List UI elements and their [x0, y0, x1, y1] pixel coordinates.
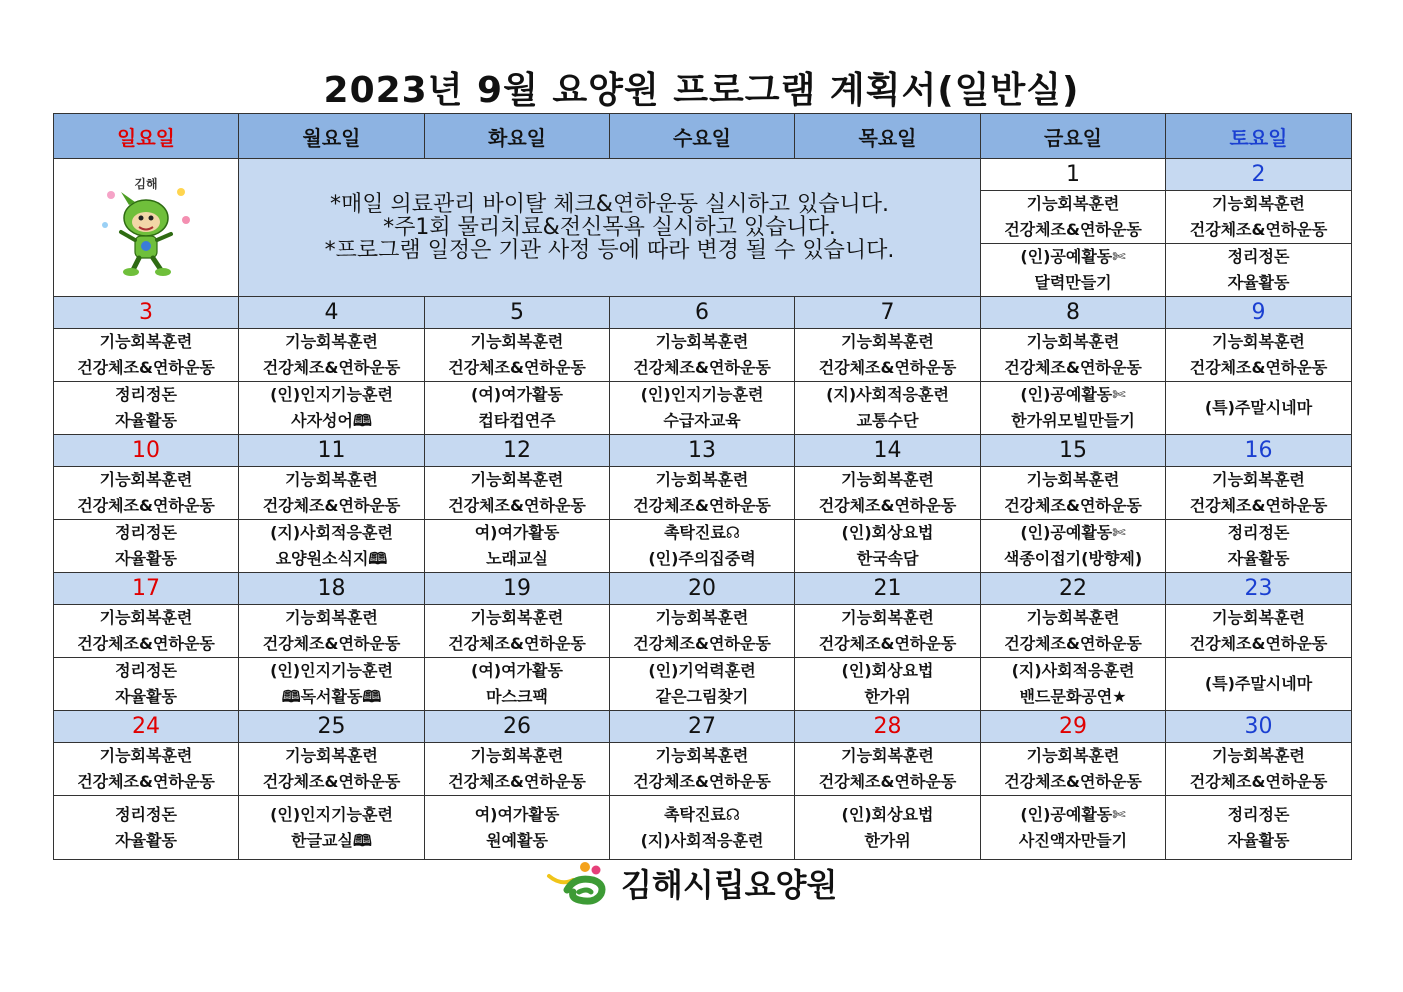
page-title: 2023년 9월 요양원 프로그램 계획서(일반실)	[323, 70, 1080, 111]
program-line: 자율활동	[115, 687, 177, 706]
notes-cell	[239, 159, 981, 297]
program-cell	[425, 520, 610, 573]
activity-cell	[981, 743, 1166, 796]
program-line: 자율활동	[115, 830, 177, 850]
activity-line: 기능회복훈련	[470, 470, 564, 489]
activity-cell	[1166, 743, 1352, 796]
activity-line: 기능회복훈련	[285, 470, 378, 489]
activity-line: 건강체조&연하운동	[1189, 772, 1328, 791]
date-number: 7	[795, 297, 981, 329]
date-row	[54, 711, 1352, 743]
activity-line: 건강체조&연하운동	[818, 772, 957, 791]
activity-line: 기능회복훈련	[285, 746, 378, 765]
activity-cell	[610, 743, 795, 796]
note-line: *프로그램 일정은 기관 사정 등에 따라 변경 될 수 있습니다.	[324, 238, 895, 263]
program-cell	[981, 244, 1166, 297]
program-cell	[1166, 520, 1352, 573]
program-line: 정리정돈	[115, 385, 177, 404]
weekday-thursday: 목요일	[795, 114, 981, 159]
program-cell	[54, 520, 239, 573]
activity-cell	[54, 605, 239, 658]
program-cell	[54, 796, 239, 860]
activity-cell	[1166, 467, 1352, 520]
activity-cell	[239, 329, 425, 382]
activity-cell	[795, 743, 981, 796]
program-line: 여)여가활동	[474, 804, 560, 824]
program-cell	[795, 796, 981, 860]
date-number: 25	[239, 711, 425, 743]
activity-cell	[795, 329, 981, 382]
program-line: 자율활동	[115, 411, 177, 430]
activity-cell	[610, 605, 795, 658]
program-line: (특)주말시네마	[1204, 674, 1313, 693]
activity-row	[54, 329, 1352, 382]
activity-line: 기능회복훈련	[1026, 194, 1120, 213]
activity-line: 건강체조&연하운동	[1004, 358, 1142, 377]
program-cell	[610, 382, 795, 435]
date-number: 27	[610, 711, 795, 743]
activity-line: 기능회복훈련	[1212, 332, 1305, 351]
program-line: (여)여가활동	[471, 661, 563, 680]
date-number: 19	[425, 573, 610, 605]
program-calendar	[53, 113, 1352, 860]
date-number: 29	[981, 711, 1166, 743]
activity-cell	[1166, 329, 1352, 382]
mascot-icon	[91, 170, 201, 280]
activity-cell	[54, 743, 239, 796]
date-row	[54, 297, 1352, 329]
program-cell	[425, 658, 610, 711]
program-line: 한가위	[864, 687, 911, 706]
program-cell	[610, 658, 795, 711]
date-number: 12	[425, 435, 610, 467]
program-line: 한글교실🕮	[291, 830, 372, 850]
program-cell	[425, 796, 610, 860]
activity-line: 건강체조&연하운동	[262, 772, 401, 791]
activity-line: 기능회복훈련	[470, 332, 564, 351]
program-line: (지)사회적응훈련	[270, 523, 393, 542]
program-line: 사진액자만들기	[1018, 830, 1128, 850]
program-cell	[54, 658, 239, 711]
program-cell	[54, 382, 239, 435]
program-line: 한가위모빌만들기	[1011, 411, 1135, 430]
activity-line: 건강체조&연하운동	[77, 634, 215, 653]
date-number: 2	[1166, 159, 1352, 191]
program-line: 한국속담	[856, 549, 919, 568]
program-line: (인)회상요법	[841, 523, 934, 542]
program-cell	[981, 520, 1166, 573]
program-cell	[981, 796, 1166, 860]
activity-line: 기능회복훈련	[841, 332, 934, 351]
activity-line: 건강체조&연하운동	[633, 496, 771, 515]
activity-line: 기능회복훈련	[1026, 608, 1120, 627]
program-line: 마스크팩	[486, 687, 548, 706]
program-line: (인)인지기능훈련	[270, 804, 393, 824]
activity-line: 건강체조&연하운동	[818, 496, 957, 515]
activity-line: 건강체조&연하운동	[77, 496, 215, 515]
program-line: (인)인지기능훈련	[270, 661, 393, 680]
activity-line: 건강체조&연하운동	[1004, 772, 1142, 791]
program-line: 한가위	[864, 830, 911, 850]
date-number: 26	[425, 711, 610, 743]
program-cell	[1166, 658, 1352, 711]
activity-line: 건강체조&연하운동	[1189, 496, 1328, 515]
activity-line: 건강체조&연하운동	[633, 358, 771, 377]
activity-cell	[425, 605, 610, 658]
activity-line: 기능회복훈련	[470, 608, 564, 627]
program-line: (인)회상요법	[841, 661, 934, 680]
activity-line: 기능회복훈련	[655, 746, 749, 765]
activity-cell	[425, 467, 610, 520]
note-line: *매일 의료관리 바이탈 체크&연하운동 실시하고 있습니다.	[330, 192, 889, 217]
program-line: 원예활동	[486, 830, 548, 850]
activity-cell	[239, 743, 425, 796]
activity-cell	[795, 467, 981, 520]
date-number: 22	[981, 573, 1166, 605]
activity-line: 건강체조&연하운동	[448, 358, 586, 377]
date-number: 3	[54, 297, 239, 329]
activity-line: 기능회복훈련	[99, 470, 193, 489]
program-line: 요양원소식지🕮	[275, 549, 388, 568]
program-line: (인)기억력훈련	[648, 661, 756, 680]
activity-line: 기능회복훈련	[99, 746, 193, 765]
program-cell	[795, 382, 981, 435]
program-line: 정리정돈	[115, 523, 177, 542]
activity-line: 기능회복훈련	[285, 332, 378, 351]
activity-line: 기능회복훈련	[1026, 470, 1120, 489]
activity-cell	[610, 467, 795, 520]
mascot-cell	[54, 159, 239, 297]
activity-line: 기능회복훈련	[1212, 608, 1305, 627]
activity-line: 건강체조&연하운동	[818, 634, 957, 653]
activity-line: 기능회복훈련	[655, 332, 749, 351]
program-line: 🕮독서활동🕮	[281, 687, 382, 706]
program-line: (인)인지기능훈련	[640, 385, 764, 404]
activity-line: 기능회복훈련	[1212, 194, 1305, 213]
date-number: 28	[795, 711, 981, 743]
activity-cell	[54, 329, 239, 382]
activity-line: 건강체조&연하운동	[1189, 358, 1328, 377]
date-number: 15	[981, 435, 1166, 467]
activity-cell	[981, 191, 1166, 244]
program-cell	[981, 382, 1166, 435]
program-line: (인)공예활동✄	[1020, 804, 1126, 824]
program-cell	[239, 520, 425, 573]
activity-line: 건강체조&연하운동	[448, 496, 586, 515]
activity-line: 기능회복훈련	[841, 470, 934, 489]
program-line: (인)회상요법	[841, 804, 934, 824]
weekday-saturday: 토요일	[1166, 114, 1352, 159]
program-line: (지)사회적응훈련	[1011, 661, 1135, 680]
date-number: 11	[239, 435, 425, 467]
program-line: 같은그림찾기	[655, 687, 749, 706]
activity-line: 기능회복훈련	[655, 608, 749, 627]
program-cell	[239, 658, 425, 711]
activity-line: 건강체조&연하운동	[633, 634, 771, 653]
activity-line: 건강체조&연하운동	[1004, 220, 1142, 239]
weekday-wednesday: 수요일	[610, 114, 795, 159]
org-name: 김해시립요양원	[621, 866, 838, 904]
weekday-tuesday: 화요일	[425, 114, 610, 159]
note-line: *주1회 물리치료&전신목욕 실시하고 있습니다.	[383, 215, 836, 240]
activity-line: 기능회복훈련	[99, 332, 193, 351]
program-line: (특)주말시네마	[1204, 398, 1313, 417]
activity-line: 기능회복훈련	[285, 608, 378, 627]
activity-cell	[239, 605, 425, 658]
program-row	[54, 382, 1352, 435]
program-line: (인)인지기능훈련	[270, 385, 393, 404]
program-line: 정리정돈	[1227, 523, 1290, 542]
activity-line: 기능회복훈련	[470, 746, 564, 765]
activity-row	[54, 743, 1352, 796]
date-number: 17	[54, 573, 239, 605]
activity-line: 건강체조&연하운동	[1189, 220, 1328, 239]
program-line: (인)공예활동✄	[1020, 247, 1126, 266]
weekday-friday: 금요일	[981, 114, 1166, 159]
activity-line: 건강체조&연하운동	[1189, 634, 1328, 653]
date-number: 20	[610, 573, 795, 605]
activity-line: 건강체조&연하운동	[262, 496, 401, 515]
activity-line: 건강체조&연하운동	[262, 634, 401, 653]
program-line: 촉탁진료☊	[663, 523, 741, 542]
activity-line: 건강체조&연하운동	[448, 634, 586, 653]
activity-line: 기능회복훈련	[1212, 470, 1305, 489]
date-number: 21	[795, 573, 981, 605]
program-line: 사자성어🕮	[291, 411, 372, 430]
program-line: 교통수단	[856, 411, 919, 430]
program-line: (여)여가활동	[471, 385, 563, 404]
program-line: 촉탁진료☊	[663, 804, 741, 824]
footer	[545, 858, 837, 908]
date-number: 23	[1166, 573, 1352, 605]
activity-cell	[239, 467, 425, 520]
program-line: 수급자교육	[663, 411, 741, 430]
weekday-header-row	[54, 114, 1352, 159]
date-number: 30	[1166, 711, 1352, 743]
date-number: 13	[610, 435, 795, 467]
date-number: 6	[610, 297, 795, 329]
activity-cell	[981, 605, 1166, 658]
program-line: 정리정돈	[115, 804, 177, 824]
program-cell	[425, 382, 610, 435]
date-number: 18	[239, 573, 425, 605]
program-line: 밴드문화공연★	[1019, 687, 1127, 706]
activity-line: 건강체조&연하운동	[262, 358, 401, 377]
svg-text:김해: 김해	[134, 176, 158, 191]
activity-cell	[425, 743, 610, 796]
program-line: (지)사회적응훈련	[640, 830, 764, 850]
activity-line: 건강체조&연하운동	[77, 358, 215, 377]
date-number: 9	[1166, 297, 1352, 329]
program-cell	[239, 382, 425, 435]
date-number: 16	[1166, 435, 1352, 467]
program-line: (인)공예활동✄	[1020, 385, 1126, 404]
program-row	[54, 796, 1352, 860]
program-line: 자율활동	[1227, 549, 1290, 568]
activity-line: 기능회복훈련	[99, 608, 193, 627]
date-row	[54, 159, 1352, 191]
activity-cell	[981, 467, 1166, 520]
activity-cell	[610, 329, 795, 382]
program-row	[54, 658, 1352, 711]
date-row	[54, 435, 1352, 467]
date-number: 4	[239, 297, 425, 329]
program-cell	[795, 658, 981, 711]
program-line: 정리정돈	[115, 661, 177, 680]
date-number: 1	[981, 159, 1166, 191]
program-line: 정리정돈	[1227, 804, 1290, 824]
program-line: 여)여가활동	[474, 523, 560, 542]
program-line: 자율활동	[115, 549, 177, 568]
program-line: (인)공예활동✄	[1020, 523, 1126, 542]
program-line: 노래교실	[486, 549, 548, 568]
activity-line: 기능회복훈련	[655, 470, 749, 489]
date-number: 14	[795, 435, 981, 467]
program-line: (지)사회적응훈련	[826, 385, 949, 404]
activity-line: 건강체조&연하운동	[633, 772, 771, 791]
program-cell	[1166, 244, 1352, 297]
weekday-monday: 월요일	[239, 114, 425, 159]
program-cell	[610, 796, 795, 860]
program-line: 달력만들기	[1034, 273, 1112, 292]
activity-cell	[795, 605, 981, 658]
program-cell	[1166, 796, 1352, 860]
activity-line: 기능회복훈련	[1026, 332, 1120, 351]
program-cell	[795, 520, 981, 573]
date-number: 5	[425, 297, 610, 329]
program-line: 컵타컵연주	[478, 411, 556, 430]
gimhae-logo-icon	[545, 860, 617, 906]
activity-cell	[1166, 191, 1352, 244]
program-cell	[981, 658, 1166, 711]
activity-line: 건강체조&연하운동	[818, 358, 957, 377]
weeks-body	[54, 297, 1352, 860]
program-line: 정리정돈	[1227, 247, 1290, 266]
activity-cell	[981, 329, 1166, 382]
activity-line: 기능회복훈련	[1212, 746, 1305, 765]
activity-row	[54, 605, 1352, 658]
activity-line: 건강체조&연하운동	[77, 772, 215, 791]
activity-line: 기능회복훈련	[841, 746, 934, 765]
activity-cell	[54, 467, 239, 520]
date-number: 24	[54, 711, 239, 743]
date-row	[54, 573, 1352, 605]
activity-line: 건강체조&연하운동	[448, 772, 586, 791]
date-number: 10	[54, 435, 239, 467]
program-cell	[610, 520, 795, 573]
program-line: (인)주의집중력	[648, 549, 756, 568]
activity-row	[54, 467, 1352, 520]
activity-line: 건강체조&연하운동	[1004, 496, 1142, 515]
activity-cell	[1166, 605, 1352, 658]
program-line: 자율활동	[1227, 830, 1290, 850]
program-row	[54, 520, 1352, 573]
weekday-sunday: 일요일	[54, 114, 239, 159]
program-cell	[1166, 382, 1352, 435]
activity-line: 기능회복훈련	[841, 608, 934, 627]
date-number: 8	[981, 297, 1166, 329]
program-cell	[239, 796, 425, 860]
activity-line: 건강체조&연하운동	[1004, 634, 1142, 653]
activity-cell	[425, 329, 610, 382]
program-line: 색종이접기(방향제)	[1003, 549, 1143, 568]
program-line: 자율활동	[1227, 273, 1290, 292]
activity-line: 기능회복훈련	[1026, 746, 1120, 765]
